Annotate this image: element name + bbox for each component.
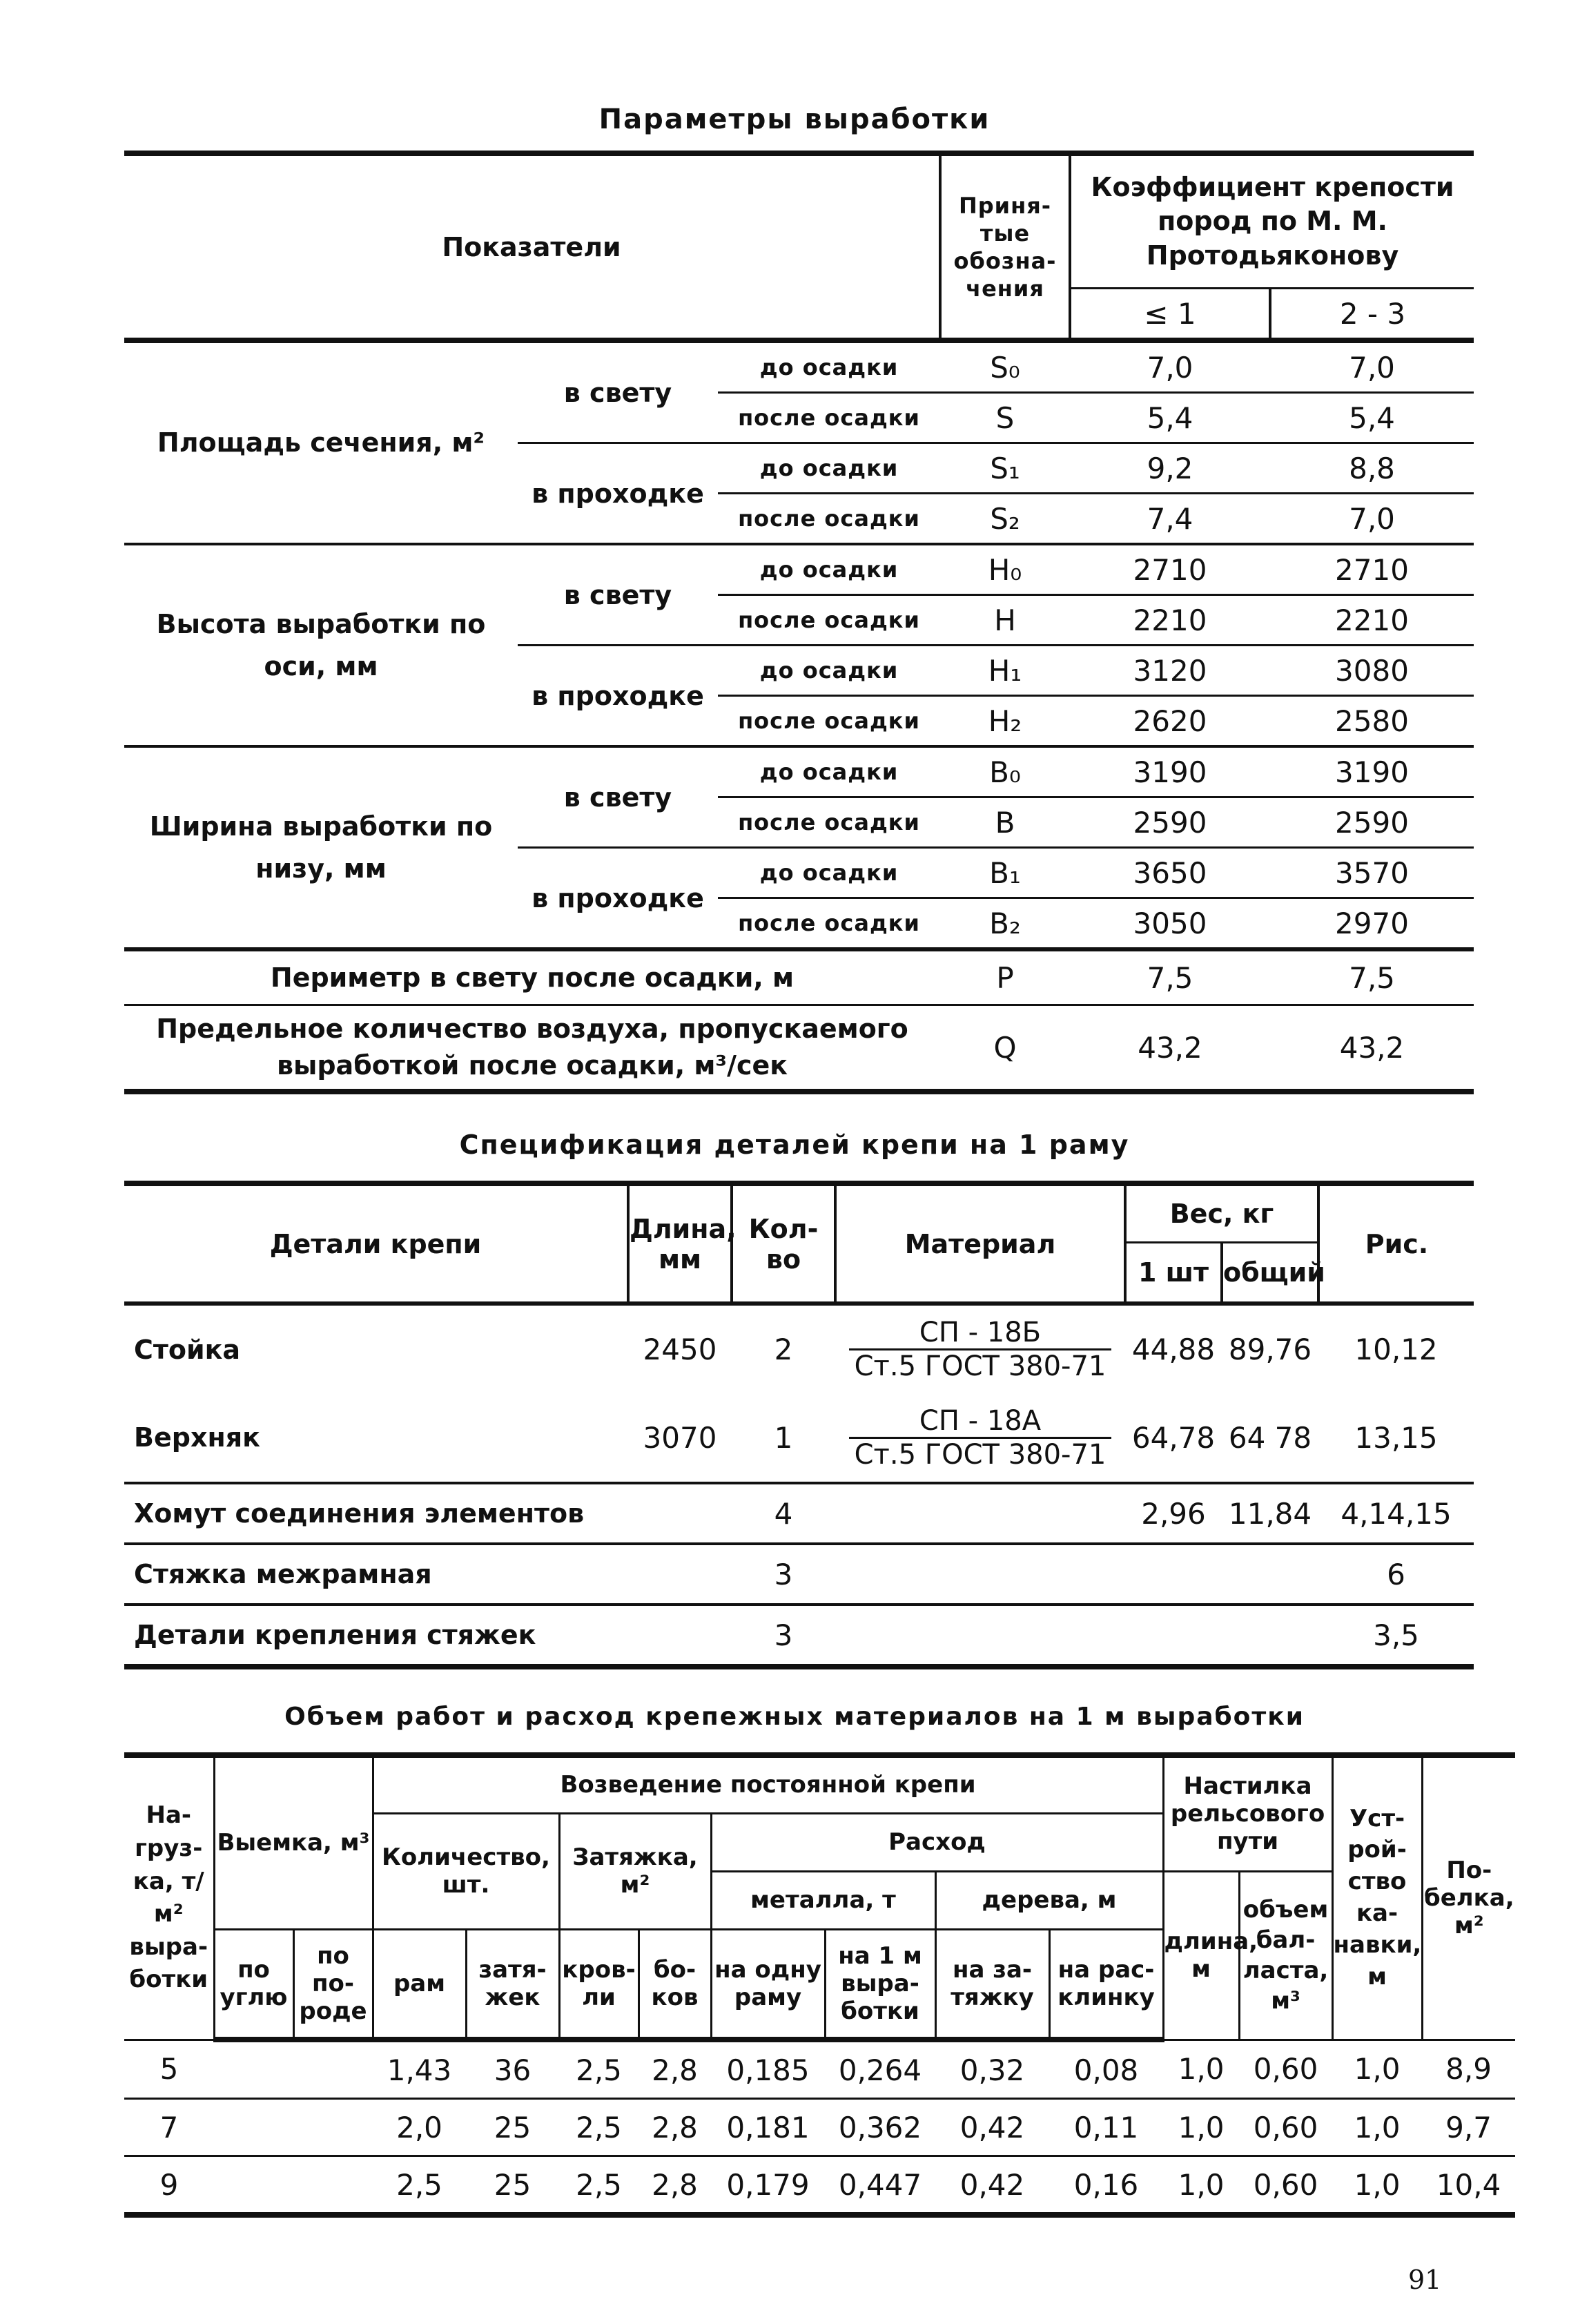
- row-rail-length: 1,0: [1178, 2052, 1225, 2086]
- val-a: 3190: [1070, 746, 1270, 797]
- val-b: 3190: [1270, 746, 1474, 797]
- row-whitewash: 8,9: [1445, 2052, 1492, 2086]
- row-sides: 2,8: [652, 2053, 698, 2087]
- hdr-metal: металла, т: [711, 1871, 935, 1929]
- sym: B₂: [940, 898, 1070, 950]
- hdr-ditch: Уст-рой-ство ка-навки, м: [1332, 1755, 1422, 2040]
- row-ballast: 0,60: [1253, 2110, 1318, 2144]
- part-figure: 10,12: [1354, 1333, 1438, 1366]
- label-before: до осадки: [718, 646, 940, 696]
- row-whitewash: 10,4: [1436, 2167, 1501, 2202]
- part-length: 3070: [628, 1393, 732, 1483]
- label-before: до осадки: [718, 746, 940, 797]
- part-qty: 3: [732, 1605, 835, 1667]
- perimeter-label: Периметр в свету после осадки, м: [124, 949, 940, 1005]
- row-metal-frame: 0,179: [726, 2167, 810, 2202]
- hdr-lags: затя-жек: [466, 1929, 559, 2040]
- row-lags: 36: [494, 2053, 532, 2087]
- val-a: 2620: [1070, 696, 1270, 747]
- parameters-table: [124, 151, 1474, 1094]
- part-name: Стяжка межрамная: [124, 1544, 732, 1605]
- val-a: 3120: [1070, 646, 1270, 696]
- row-load: 9: [159, 2167, 179, 2202]
- sym: B: [940, 797, 1070, 848]
- hdr-material: Материал: [835, 1183, 1125, 1304]
- hdr-rail-length: длина, м: [1163, 1871, 1239, 2040]
- row-ballast: 0,60: [1253, 2052, 1318, 2086]
- label-after: после осадки: [718, 393, 940, 443]
- row-roof: 2,5: [576, 2110, 622, 2144]
- perimeter-b: 7,5: [1270, 949, 1474, 1005]
- label-in-light: в свету: [518, 746, 718, 848]
- hdr-length: Длина, мм: [628, 1183, 732, 1304]
- row-ditch: 1,0: [1354, 2052, 1401, 2086]
- part-material: [835, 1304, 1125, 1393]
- row-metal-frame: 0,185: [726, 2053, 810, 2087]
- row-ditch: 1,0: [1354, 2167, 1401, 2202]
- hdr-whitewash: По-белка, м²: [1422, 1755, 1515, 2040]
- hdr-exc-rock: по по-роде: [293, 1929, 373, 2040]
- part-weight-one: 44,88: [1131, 1333, 1216, 1366]
- sym: S₂: [940, 494, 1070, 545]
- hdr-quantity: Количество, шт.: [373, 1813, 559, 1929]
- perimeter-sym: P: [940, 949, 1070, 1005]
- row-wood-lagging: 0,42: [959, 2110, 1025, 2144]
- hdr-permanent-support: Возведение постоянной крепи: [373, 1755, 1163, 1813]
- part-name: Детали крепления стяжек: [124, 1605, 732, 1667]
- val-a: 7,4: [1070, 494, 1270, 545]
- row-roof: 2,5: [576, 2053, 622, 2087]
- label-in-light: в свету: [518, 544, 718, 646]
- hdr-lagging: Затяжка, м²: [559, 1813, 711, 1929]
- row-wood-lagging: 0,32: [959, 2053, 1025, 2087]
- hdr-wood-lagging: на за-тяжку: [935, 1929, 1049, 2040]
- hdr-excavation: Выемка, м³: [214, 1755, 373, 1929]
- sym: S₀: [940, 340, 1070, 393]
- val-b: 2210: [1270, 595, 1474, 646]
- part-weight-total: 11,84: [1222, 1483, 1318, 1544]
- table3-title: Объем работ и расход крепежных материалов на 1 м выработки: [284, 1703, 1305, 1731]
- part-material: [835, 1483, 1125, 1544]
- row-metal-frame: 0,181: [726, 2110, 810, 2144]
- sym: H₀: [940, 544, 1070, 595]
- part-name: Стойка: [134, 1334, 241, 1365]
- val-a: 3050: [1070, 898, 1270, 950]
- table1-title: Параметры выработки: [598, 104, 991, 135]
- part-qty: 3: [732, 1544, 835, 1605]
- header-col2: 2 - 3: [1270, 289, 1474, 341]
- label-after: после осадки: [718, 797, 940, 848]
- val-a: 7,0: [1070, 340, 1270, 393]
- air-a: 43,2: [1070, 1005, 1270, 1092]
- specification-table: [124, 1181, 1474, 1669]
- val-a: 2210: [1070, 595, 1270, 646]
- hdr-rail: Настилка рельсового пути: [1163, 1755, 1332, 1871]
- header-coefficient: Коэффициент крепости пород по М. М. Протодьяконову: [1070, 153, 1474, 289]
- row-rail-length: 1,0: [1178, 2167, 1225, 2202]
- row-frames: 2,5: [396, 2167, 442, 2202]
- hdr-weight-total: общий: [1222, 1243, 1318, 1304]
- part-qty: 4: [732, 1483, 835, 1544]
- sym: H₁: [940, 646, 1070, 696]
- part-figure: 3,5: [1318, 1605, 1474, 1667]
- val-b: 7,0: [1270, 494, 1474, 545]
- label-driven: в проходке: [518, 646, 718, 747]
- hdr-sides: бо-ков: [638, 1929, 711, 2040]
- hdr-wood-wedging: на рас-клинку: [1049, 1929, 1163, 2040]
- hdr-details: Детали крепи: [124, 1183, 628, 1304]
- sym: H: [940, 595, 1070, 646]
- air-label-line2: выработкой после осадки, м³/сек: [276, 1050, 788, 1081]
- hdr-weight: Вес, кг: [1125, 1183, 1318, 1243]
- row-wood-wedging: 0,11: [1073, 2110, 1139, 2144]
- sym: S₁: [940, 443, 1070, 494]
- val-b: 2590: [1270, 797, 1474, 848]
- part-name: Хомут соединения элементов: [124, 1483, 732, 1544]
- hdr-frames: рам: [373, 1929, 466, 2040]
- row-whitewash: 9,7: [1445, 2110, 1492, 2144]
- val-b: 8,8: [1270, 443, 1474, 494]
- part-length: 2450: [643, 1333, 717, 1366]
- hdr-figure: Рис.: [1318, 1183, 1474, 1304]
- val-a: 3650: [1070, 848, 1270, 898]
- label-after: после осадки: [718, 898, 940, 950]
- work-volume-table: [124, 1752, 1515, 2218]
- air-label-line1: Предельное количество воздуха, пропускаемого: [156, 1013, 908, 1044]
- row-sides: 2,8: [652, 2167, 698, 2202]
- hdr-load: На-груз-ка, т/м² выра-ботки: [124, 1755, 214, 2040]
- row-sides: 2,8: [652, 2110, 698, 2144]
- group-width: Ширина выработки по низу, мм: [124, 746, 518, 949]
- row-metal-meter: 0,362: [838, 2110, 922, 2144]
- label-before: до осадки: [718, 443, 940, 494]
- sym: S: [940, 393, 1070, 443]
- label-in-light: в свету: [518, 340, 718, 443]
- group-height: Высота выработки по оси, мм: [124, 544, 518, 746]
- label-driven: в проходке: [518, 443, 718, 545]
- val-b: 2710: [1270, 544, 1474, 595]
- sym: H₂: [940, 696, 1070, 747]
- row-rail-length: 1,0: [1178, 2110, 1225, 2144]
- material-steel: Ст.5 ГОСТ 380-71: [854, 1350, 1107, 1382]
- val-b: 5,4: [1270, 393, 1474, 443]
- val-b: 3080: [1270, 646, 1474, 696]
- air-sym: Q: [940, 1005, 1070, 1092]
- hdr-roof: кров-ли: [559, 1929, 638, 2040]
- hdr-metal-per-frame: на одну раму: [711, 1929, 825, 2040]
- group-area: Площадь сечения, м²: [124, 340, 518, 544]
- hdr-weight-one: 1 шт: [1125, 1243, 1222, 1304]
- val-b: 3570: [1270, 848, 1474, 898]
- row-wood-lagging: 0,42: [959, 2167, 1025, 2202]
- val-b: 2580: [1270, 696, 1474, 747]
- part-weight-total: 64 78: [1222, 1393, 1318, 1483]
- part-weight-total: 89,76: [1228, 1333, 1312, 1366]
- label-before: до осадки: [718, 848, 940, 898]
- val-b: 2970: [1270, 898, 1474, 950]
- header-col1: ≤ 1: [1070, 289, 1270, 341]
- material-steel: Ст.5 ГОСТ 380-71: [854, 1438, 1107, 1471]
- row-lags: 25: [494, 2167, 532, 2202]
- part-qty: 1: [732, 1393, 835, 1483]
- hdr-consumption: Расход: [711, 1813, 1163, 1871]
- material-profile: СП - 18Б: [849, 1317, 1112, 1350]
- part-weight-one: 64,78: [1125, 1393, 1222, 1483]
- hdr-wood: дерева, м: [935, 1871, 1163, 1929]
- material-profile: СП - 18А: [849, 1405, 1112, 1439]
- row-frames: 1,43: [387, 2053, 452, 2087]
- val-a: 2710: [1070, 544, 1270, 595]
- row-ditch: 1,0: [1354, 2110, 1401, 2144]
- part-material: [835, 1393, 1125, 1483]
- part-figure: 6: [1318, 1544, 1474, 1605]
- row-load: 7: [159, 2110, 179, 2144]
- row-roof: 2,5: [576, 2167, 622, 2202]
- val-a: 9,2: [1070, 443, 1270, 494]
- label-after: после осадки: [718, 696, 940, 747]
- row-metal-meter: 0,264: [838, 2053, 922, 2087]
- row-load: 5: [159, 2052, 179, 2086]
- perimeter-a: 7,5: [1070, 949, 1270, 1005]
- label-before: до осадки: [718, 544, 940, 595]
- hdr-metal-per-meter: на 1 м выра-ботки: [825, 1929, 935, 2040]
- hdr-exc-coal: по углю: [214, 1929, 293, 2040]
- sym: B₁: [940, 848, 1070, 898]
- header-symbols: Приня-тые обозна-чения: [940, 153, 1070, 340]
- label-after: после осадки: [718, 494, 940, 545]
- val-a: 5,4: [1070, 393, 1270, 443]
- part-figure: 4,14,15: [1318, 1483, 1474, 1544]
- hdr-ballast: объем бал-ласта, м³: [1239, 1871, 1332, 2040]
- label-driven: в проходке: [518, 848, 718, 950]
- val-a: 2590: [1070, 797, 1270, 848]
- header-indicators: Показатели: [124, 153, 940, 340]
- part-qty: 2: [774, 1333, 793, 1366]
- table2-title: Спецификация деталей крепи на 1 раму: [459, 1130, 1130, 1160]
- page-number: 91: [1408, 2265, 1442, 2295]
- part-figure: 13,15: [1318, 1393, 1474, 1483]
- air-label: [124, 1005, 940, 1092]
- row-wood-wedging: 0,16: [1073, 2167, 1139, 2202]
- label-after: после осадки: [718, 595, 940, 646]
- part-weight-one: 2,96: [1125, 1483, 1222, 1544]
- part-name: Верхняк: [124, 1393, 628, 1483]
- row-frames: 2,0: [396, 2110, 442, 2144]
- air-b: 43,2: [1270, 1005, 1474, 1092]
- row-lags: 25: [494, 2110, 532, 2144]
- label-before: до осадки: [718, 340, 940, 393]
- row-ballast: 0,60: [1253, 2167, 1318, 2202]
- sym: B₀: [940, 746, 1070, 797]
- row-metal-meter: 0,447: [838, 2167, 922, 2202]
- val-b: 7,0: [1270, 340, 1474, 393]
- row-wood-wedging: 0,08: [1073, 2053, 1139, 2087]
- hdr-qty: Кол-во: [732, 1183, 835, 1304]
